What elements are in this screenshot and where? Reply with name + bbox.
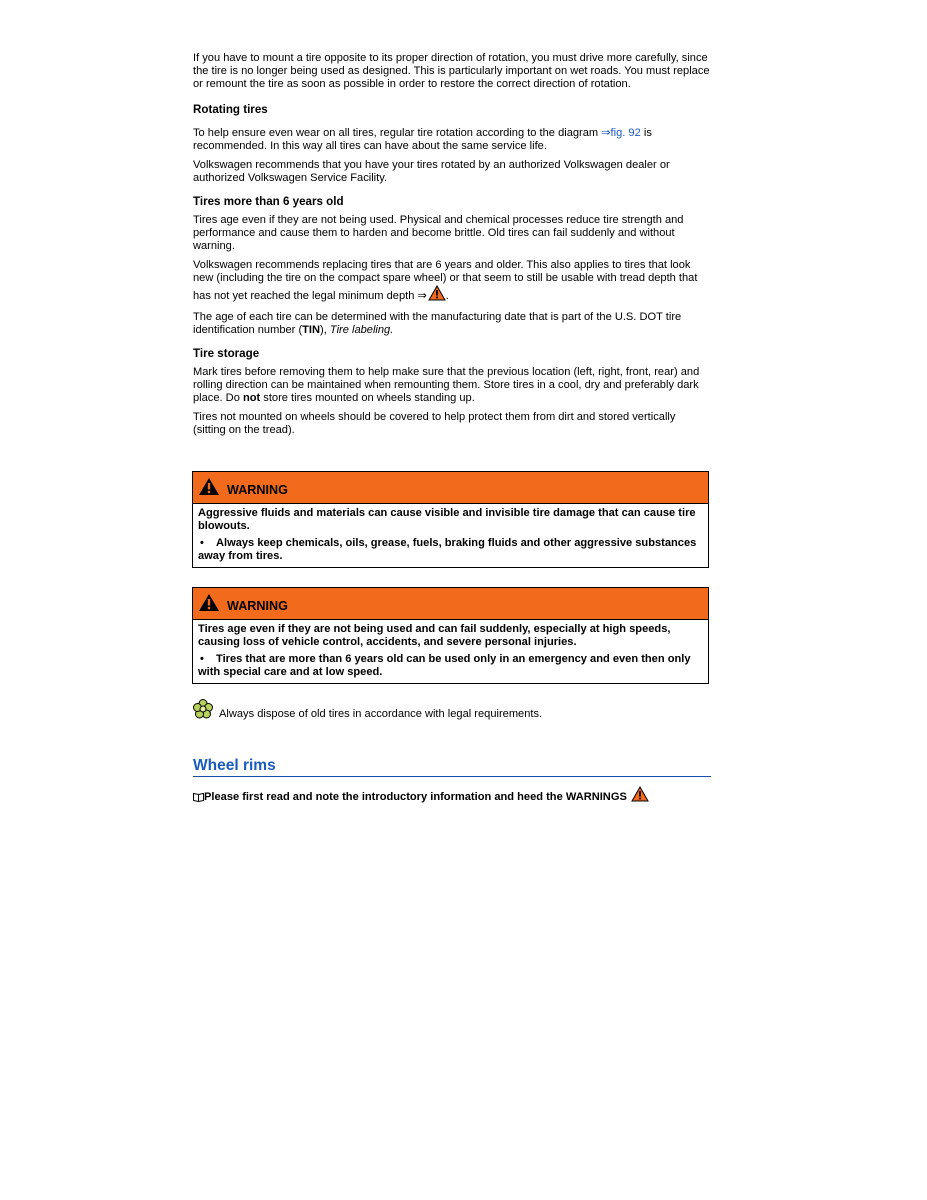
warning-header [193, 588, 708, 620]
rotating-text-end: is recommended. In this way all tires can have about the same service life. [193, 127, 652, 152]
storage-p1-end: store tires mounted on wheels standing up. [260, 392, 475, 404]
aging-paragraph-1: Tires age even if they are not being used. Physical and chemical processes reduce tire strength and performance and cause them to harden and become brittle. Old tires can fail suddenly and without warning. [193, 214, 684, 252]
storage-paragraph-2: Tires not mounted on wheels should be covered to help protect them from dirt and stored vertically (sitting on the tread). [193, 411, 676, 436]
storage-paragraph-1 [193, 366, 711, 405]
storage-p1-text: Mark tires before removing them to help make sure that the previous location (left, right, front, rear) and rolling direction can be maintained when remounting them. Store tires in a cool, dry and preferably dark place. Do [193, 366, 700, 404]
warning-triangle-icon[interactable] [631, 786, 649, 806]
warning-bullet [198, 653, 703, 679]
warning-body [193, 504, 708, 567]
warning-bullet [198, 537, 703, 563]
aging-p2-end: . [445, 290, 449, 302]
warning-header [193, 472, 708, 504]
tin-abbreviation: TIN [302, 324, 321, 336]
warning-text: Tires age even if they are not being used and can fail suddenly, especially at high speeds, causing loss of vehicle control, accidents, and severe personal injuries. [198, 623, 671, 648]
rotating-text-start: To help ensure even wear on all tires, regular tire rotation according to the diagram [193, 127, 602, 139]
book-icon [193, 792, 204, 806]
warning-bullet-text: Tires that are more than 6 years old can be used only in an emergency and even then only with special care and at low speed. [198, 653, 691, 678]
environment-note-text: Always dispose of old tires in accordance with legal requirements. [219, 708, 543, 720]
direction-paragraph: If you have to mount a tire opposite to its proper direction of rotation, you must drive more carefully, since the tire is no longer being used as designed. This is particularly important on wet roads. You must replace or remount the tire as soon as possible in order to restore the correct direction of rotation. [193, 52, 710, 90]
rotating-paragraph-1 [193, 127, 711, 153]
environment-flower-icon [193, 699, 213, 724]
section-title-wheel-rims [193, 757, 711, 777]
rotating-paragraph-2: Volkswagen recommends that you have your tires rotated by an authorized Volkswagen dealer or authorized Volkswagen Service Facility. [193, 159, 670, 184]
section-title-text: Wheel rims [193, 757, 276, 774]
warning-label: WARNING [227, 599, 288, 613]
environment-note [193, 699, 711, 723]
warning-triangle-icon[interactable] [428, 285, 446, 305]
section-intro-text: Please first read and note the introductory information and heed the WARNINGS [204, 791, 627, 803]
warning-box-age [192, 587, 709, 684]
bullet-dot: • [200, 537, 204, 549]
aging-p3-text: The age of each tire can be determined with the manufacturing date that is part of the U.S. DOT tire identification number ( [193, 311, 682, 336]
fig-92-link[interactable]: ⇒fig. 92 [601, 127, 641, 139]
section-intro [193, 786, 649, 804]
warning-triangle-icon [198, 593, 220, 617]
heading-old-tires: Tires more than 6 years old [193, 195, 344, 208]
bullet-dot: • [200, 653, 204, 665]
heading-tire-storage: Tire storage [193, 347, 260, 360]
document-page [193, 50, 711, 437]
storage-not-emphasis: not [242, 392, 261, 404]
warning-triangle-icon [198, 477, 220, 501]
aging-p2-text: Volkswagen recommends replacing tires that are 6 years and older. This also applies to tires that look new (including the tire on the compact spare wheel) or that seem to still be usable with tread depth that has not yet reached the legal minimum depth ⇒ [193, 259, 698, 302]
warning-box-fluids [192, 471, 709, 568]
warning-label: WARNING [227, 483, 288, 497]
warning-body [193, 620, 708, 683]
warning-text: Aggressive fluids and materials can cause visible and invisible tire damage that can cause tire blowouts. [198, 507, 696, 532]
aging-paragraph-2 [193, 259, 711, 305]
tire-labeling-reference: Tire labeling. [329, 324, 394, 336]
aging-p3-mid: ), [320, 324, 330, 336]
heading-rotating-tires: Rotating tires [193, 103, 268, 116]
aging-paragraph-3 [193, 311, 711, 337]
warning-bullet-text: Always keep chemicals, oils, grease, fuels, braking fluids and other aggressive substances away from tires. [198, 537, 697, 562]
